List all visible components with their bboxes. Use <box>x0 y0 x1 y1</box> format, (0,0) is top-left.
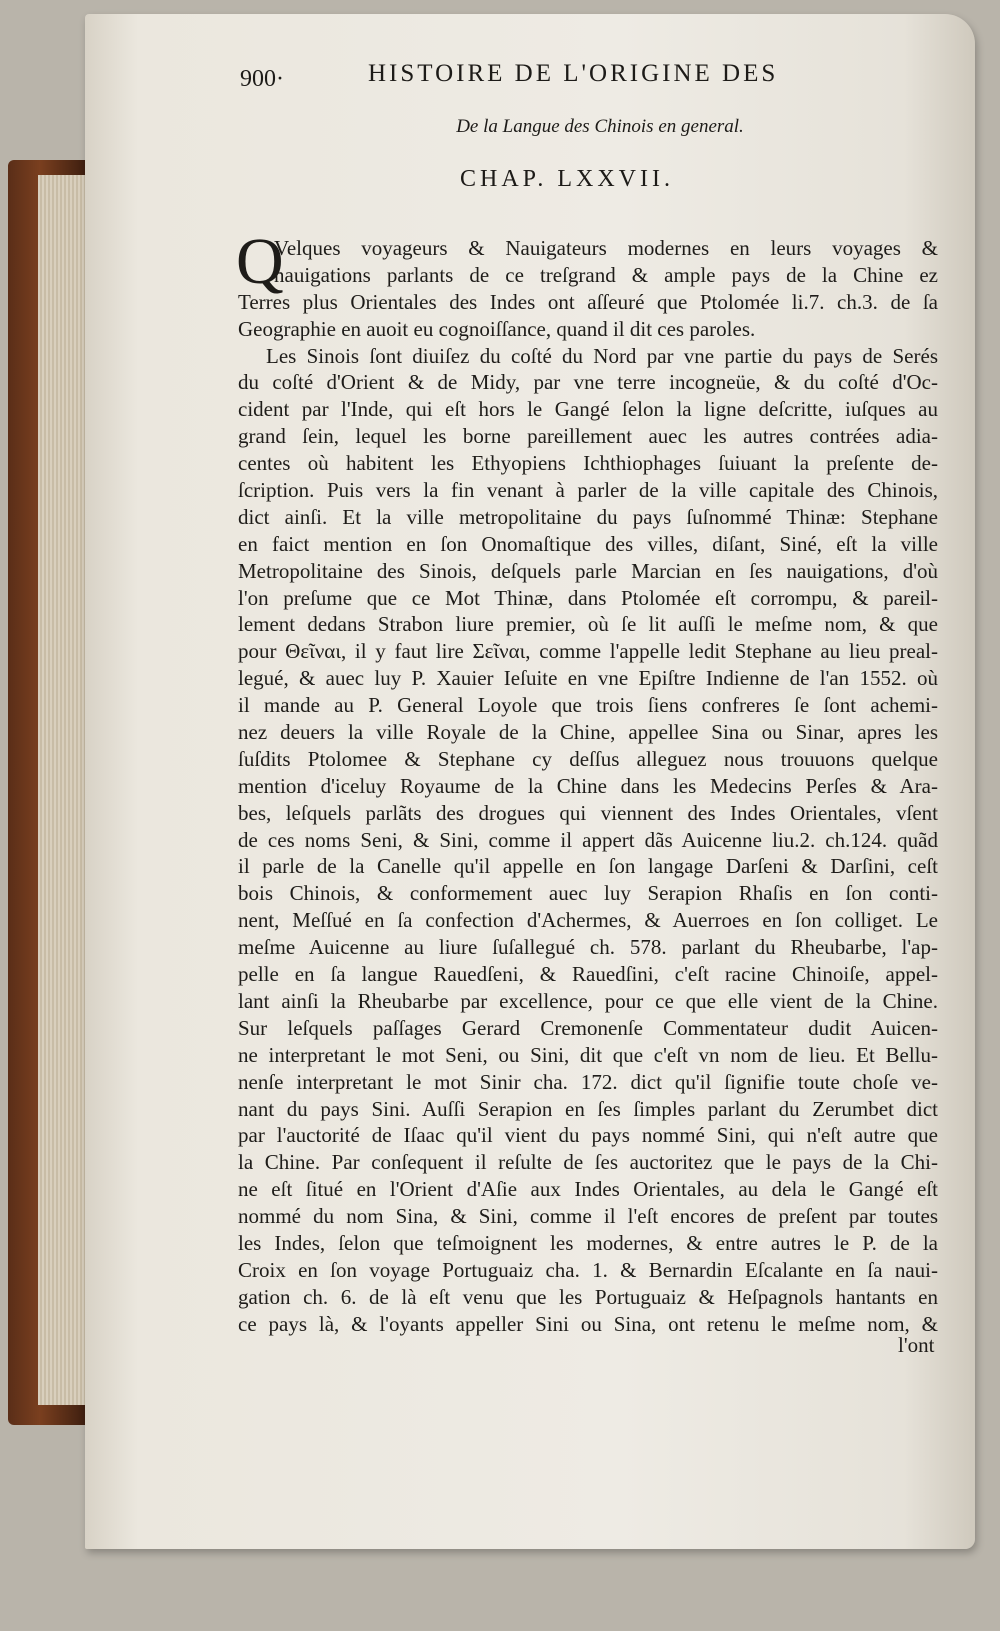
text-line: Terres plus Orientales des Indes ont aſſeuré que Ptolomée li.7. ch.3. de ſa <box>238 289 938 314</box>
text-line: nent, Meſſué en ſa confection d'Achermes, & Auerroes en ſon colliget. Le <box>238 908 938 933</box>
text-line: nommé du nom Sina, & Sini, comme il l'eſt encores de preſent par toutes <box>238 1204 938 1229</box>
text-line: legué, & auec luy P. Xauier Ieſuite en vne Epiſtre Indienne de l'an 1552. où <box>238 666 938 691</box>
text-line: en faict mention en ſon Onomaſtique des villes, diſant, Siné, eſt la ville <box>238 531 938 556</box>
text-line: nauigations parlants de ce treſgrand & ample pays de la Chine ez <box>274 262 938 287</box>
text-line: bois Chinois, & conformement auec luy Serapion Rhaſis en ſon conti- <box>238 881 938 906</box>
body-text <box>236 225 938 1338</box>
text-line: lement dedans Strabon liure premier, où ſe lit auſſi le meſme nom, & que <box>238 612 938 637</box>
text-line: nez deuers la ville Royale de la Chine, appellee Sina ou Sinar, apres les <box>238 720 938 745</box>
text-line: ſcription. Puis vers la fin venant à parler de la ville capitale des Chinois, <box>238 478 938 503</box>
text-line: Geographie en auoit eu cognoiſſance, quand il dit ces paroles. <box>238 316 756 341</box>
text-line: lant ainſi la Rheubarbe par excellence, pour ce que elle vient de la Chine. <box>238 988 938 1013</box>
text-line: meſme Auicenne au liure ſuſallegué ch. 578. parlant du Rheubarbe, l'ap- <box>238 935 938 960</box>
text-line: cident par l'Inde, qui eſt hors le Gangé ſelon la ligne deſcritte, iuſques au <box>238 397 938 422</box>
text-line: par l'auctorité de Iſaac qu'il vient du pays nommé Sini, qui n'eſt autre que <box>238 1123 938 1148</box>
text-line: Velques voyageurs & Nauigateurs modernes en leurs voyages & <box>274 236 938 260</box>
text-line: ne interpretant le mot Seni, ou Sini, dit que c'eſt vn nom de lieu. Et Bellu- <box>238 1042 938 1067</box>
text-line: les Indes, ſelon que teſmoignent les modernes, & entre autres le P. de la <box>238 1230 938 1255</box>
text-line: pour Θεῖναι, il y faut lire Σεῖναι, comme l'appelle ledit Stephane au lieu preal- <box>238 639 938 664</box>
text-line: grand ſein, lequel les borne pareillement auec les autres contrées adia- <box>238 424 938 449</box>
text-line: Les Sinois ſont diuiſez du coſté du Nord par vne partie du pays de Serés <box>266 343 938 368</box>
text-line: centes où habitent les Ethyopiens Ichthiophages ſuiuant la preſente de- <box>238 451 938 476</box>
text-line: la Chine. Par conſequent il reſulte de ſes auctoritez que le pays de la Chi- <box>238 1150 938 1175</box>
drop-cap: Q <box>236 225 284 298</box>
text-line: nant du pays Sini. Auſſi Serapion en ſes ſimples parlant du Zerumbet dict <box>238 1096 938 1121</box>
text-line: ne eſt ſitué en l'Orient d'Aſie aux Indes Orientales, au dela le Gangé eſt <box>238 1177 938 1202</box>
text-line: gation ch. 6. de là eſt venu que les Portuguaiz & Heſpagnols hantants en <box>238 1284 938 1309</box>
chapter-subtitle: De la Langue des Chinois en general. <box>456 116 744 137</box>
text-line: Croix en ſon voyage Portuguaiz cha. 1. & Bernardin Eſcalante en ſa naui- <box>238 1257 938 1282</box>
chapter-heading: CHAP. LXXVII. <box>460 166 674 192</box>
text-line: de ces noms Seni, & Sini, comme il appert dãs Auicenne liu.2. ch.124. quãd <box>238 827 938 852</box>
running-title: HISTOIRE DE L'ORIGINE DES <box>368 60 779 87</box>
text-line: l'on preſume que ce Mot Thinæ, dans Ptolomée eſt corrompu, & pareil- <box>238 585 938 610</box>
catchword: l'ont <box>898 1333 935 1357</box>
text-line: il mande au P. General Loyole que trois ſiens confreres ſe ſont achemi- <box>238 693 938 718</box>
page-number: 900· <box>240 66 284 92</box>
text-line: mention d'iceluy Royaume de la Chine dans les Medecins Perſes & Ara- <box>238 773 938 798</box>
text-line: dict ainſi. Et la ville metropolitaine du pays ſuſnommé Thinæ: Stephane <box>238 504 938 529</box>
text-line: pelle en ſa langue Rauedſeni, & Rauedſini, c'eſt racine Chinoiſe, appel- <box>238 962 938 987</box>
text-line: du coſté d'Orient & de Midy, par vne terre incogneüe, & du coſté d'Oc- <box>238 370 938 395</box>
text-line: nenſe interpretant le mot Sinir cha. 172. dict qu'il ſignifie toute choſe ve- <box>238 1069 938 1094</box>
text-line: ce pays là, & l'oyants appeller Sini ou Sina, ont retenu le meſme nom, & <box>238 1311 938 1336</box>
text-line: Metropolitaine des Sinois, deſquels parle Marcian en ſes nauigations, d'où <box>238 558 938 583</box>
text-line: Sur leſquels paſſages Gerard Cremonenſe Commentateur dudit Auicen- <box>238 1015 938 1040</box>
text-line: bes, leſquels parlãts des drogues qui viennent des Indes Orientales, vſent <box>238 800 938 825</box>
page-edges <box>38 175 88 1405</box>
text-line: il parle de la Canelle qu'il appelle en ſon langage Darſeni & Darſini, ceſt <box>238 854 938 879</box>
text-line: ſuſdits Ptolomee & Stephane cy deſſus alleguez nous trouuons quelque <box>238 746 938 771</box>
